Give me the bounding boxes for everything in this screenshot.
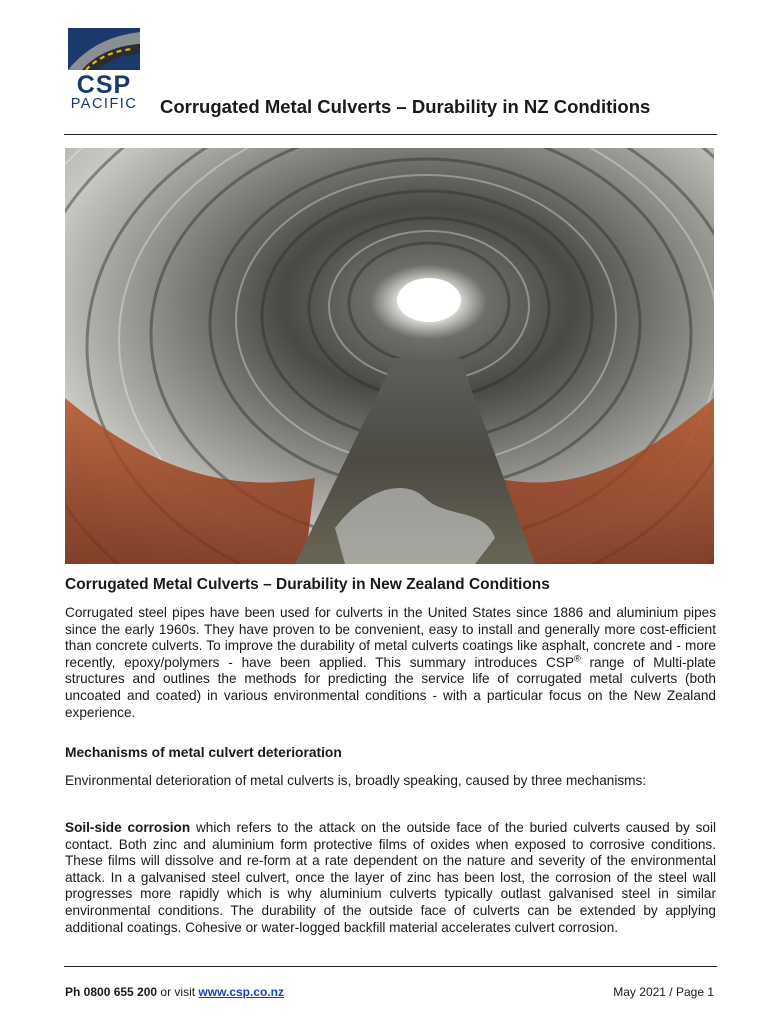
mechanisms-intro-paragraph: Environmental deterioration of metal culverts is, broadly speaking, caused by three mechanisms: (65, 773, 647, 788)
website-link[interactable]: www.csp.co.nz (198, 985, 284, 999)
intro-text-part2: range of Multi-plate structures and outlines the methods for predicting the service life of corrugated metal culverts (both uncoated and coated) in various environmental conditions - with a particular focus on the New Zealand experience. (65, 654, 716, 720)
logo-subtitle: PACIFIC (70, 96, 138, 112)
header-divider (64, 134, 717, 135)
intro-text-part1: Corrugated steel pipes have been used for culverts in the United States since 1886 and aluminium pipes since the early 1960s. They have proven to be convenient, easy to install and generally more cost-efficient than concrete culverts. To improve the durability of metal culverts coatings like asphalt, concrete and - more recently, epoxy/polymers - have been applied. This summary introduces CSP (65, 605, 716, 670)
csp-pacific-logo (66, 28, 142, 112)
soil-corrosion-lead: Soil-side corrosion (65, 820, 191, 835)
intro-paragraph (65, 605, 716, 721)
footer-visit-text: or visit (157, 985, 199, 999)
footer-contact (65, 985, 284, 999)
culvert-photo (65, 148, 714, 564)
logo-wordmark: CSP (76, 71, 132, 99)
section-title: Corrugated Metal Culverts – Durability in New Zealand Conditions (65, 576, 550, 593)
footer-page-number: May 2021 / Page 1 (613, 985, 714, 999)
page-header-title: Corrugated Metal Culverts – Durability in NZ Conditions (160, 96, 651, 117)
soil-corrosion-paragraph (65, 820, 716, 936)
footer-phone: Ph 0800 655 200 (65, 985, 158, 999)
road-swoosh-icon (68, 28, 140, 70)
mechanisms-heading: Mechanisms of metal culvert deterioration (65, 745, 342, 760)
footer-divider (64, 966, 717, 967)
registered-mark: ® (574, 653, 581, 664)
soil-corrosion-text: which refers to the attack on the outside face of the buried culverts caused by soil contact. Both zinc and aluminium form protective films of oxides when exposed to corrosive conditions. These films will dissolve and re-form at a rate dependent on the nature and severity of the environmental attack. In a galvanised steel culvert, once the layer of zinc has been lost, the corrosion of the steel wall progresses more rapidly which is why aluminium culverts typically outlast galvanised steel in similar environmental conditions. The durability of the outside face of culverts can be extended by applying additional coatings. Cohesive or water-logged backfill material accelerates culvert corrosion. (65, 820, 716, 935)
